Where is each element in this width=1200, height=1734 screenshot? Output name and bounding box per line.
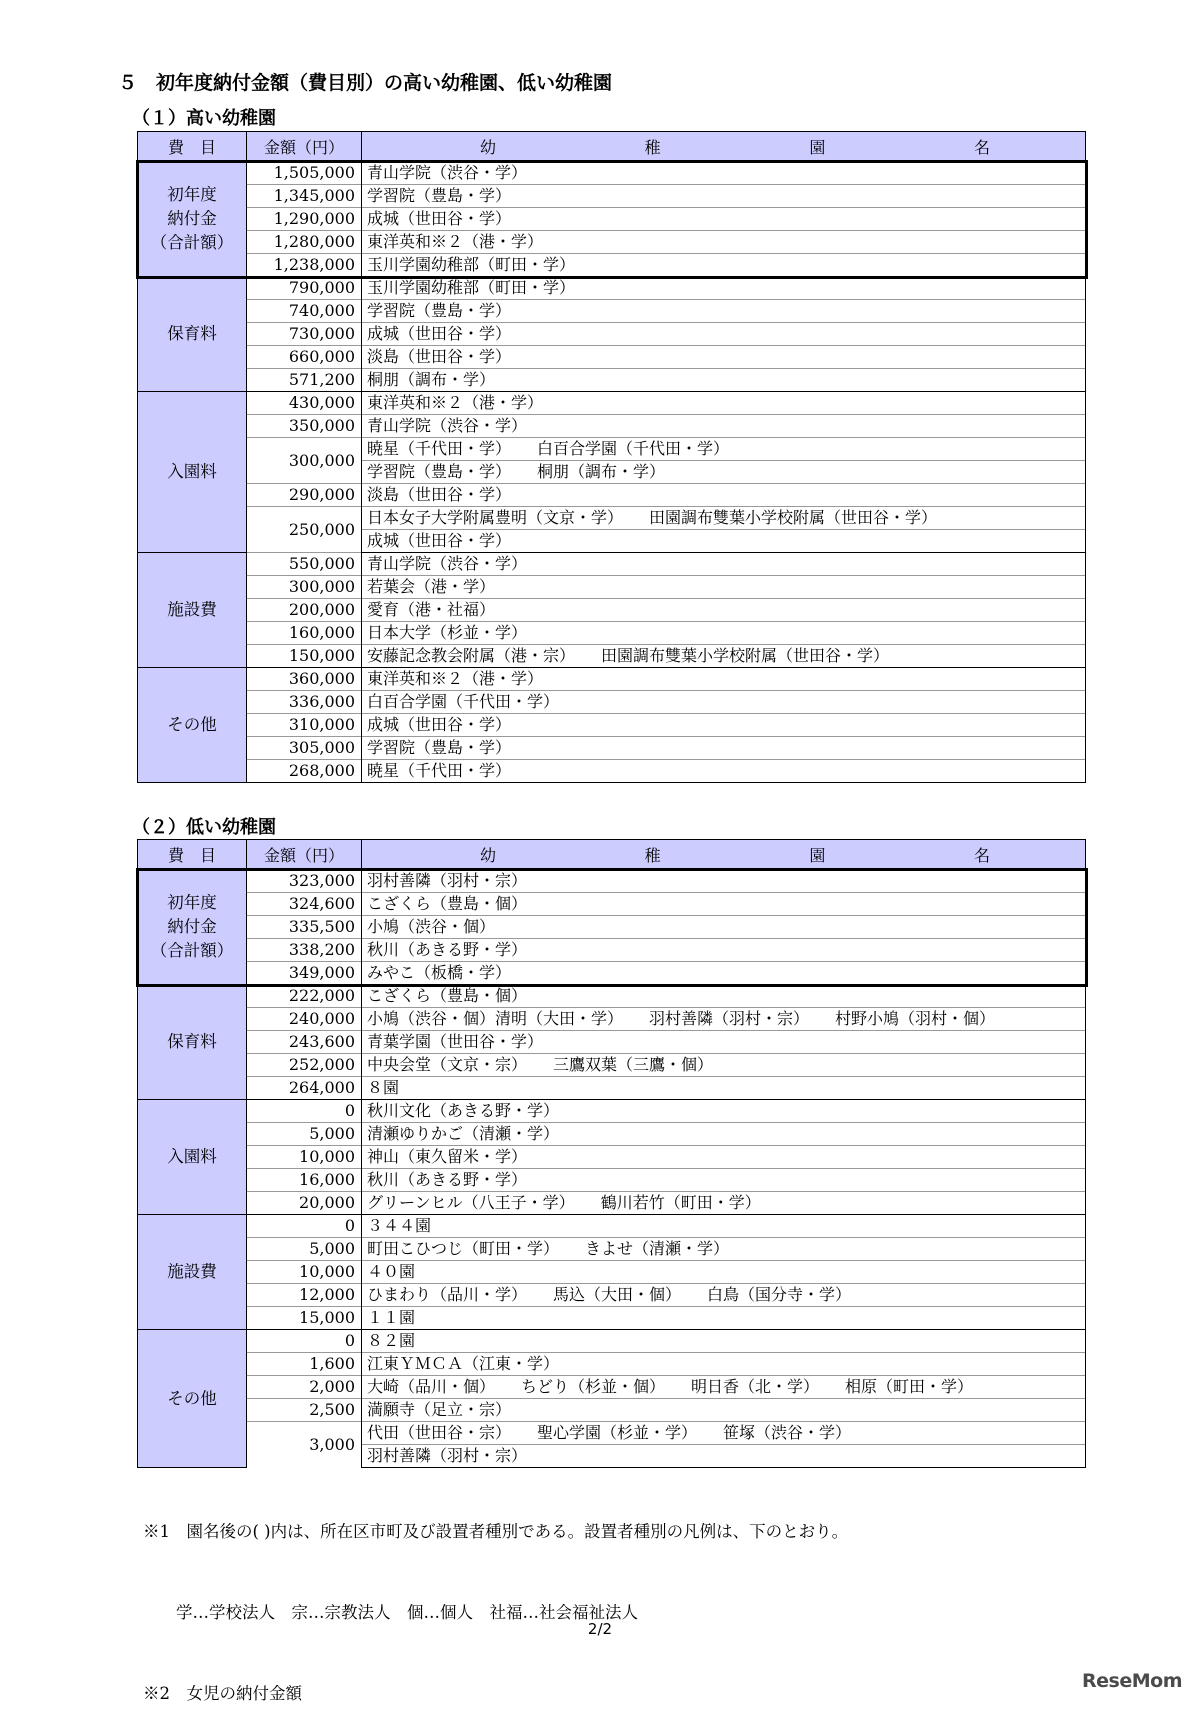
school-name: 秋川（あきる野・学） [367,1170,528,1189]
school-name: １１園 [367,1308,416,1327]
footnotes [143,1464,848,1734]
school-name: 聖心学園（杉並・学） [537,1423,698,1442]
school-cell [362,916,1086,939]
table-row [138,1146,1086,1169]
category-label: 入園料 [167,462,217,481]
table-row [138,392,1086,415]
school-name: みやこ（板橋・学） [367,963,512,982]
category-cell [138,870,247,985]
school-cell [362,714,1086,737]
school-name: 桐朋（調布・学） [537,462,666,481]
amount-cell: 0 [247,1100,362,1123]
school-cell [362,254,1086,277]
school-cell [362,1307,1086,1330]
table-row [138,916,1086,939]
amount-cell: 243,600 [247,1031,362,1054]
amount-cell: 1,505,000 [247,162,362,185]
school-cell [362,1422,1086,1445]
table-row [138,346,1086,369]
school-cell [362,1169,1086,1192]
table-row [138,162,1086,185]
fee-group [138,668,1086,783]
school-name: 羽村善隣（羽村・宗） [367,1446,528,1465]
school-name: 江東ＹＭＣＡ（江東・学） [367,1354,560,1373]
table-row [138,622,1086,645]
school-name: 馬込（大田・個） [553,1285,682,1304]
amount-cell: 1,280,000 [247,231,362,254]
amount-cell: 5,000 [247,1123,362,1146]
school-cell [362,599,1086,622]
school-name: 東洋英和※２（港・学） [367,393,544,412]
table-row [138,185,1086,208]
school-name: 成城（世田谷・学） [367,715,512,734]
school-name: ３４４園 [367,1216,432,1235]
amount-cell: 310,000 [247,714,362,737]
header-char: 幼 [480,846,497,865]
table-row [138,553,1086,576]
table-row [138,507,1086,530]
amount-cell: 2,500 [247,1399,362,1422]
fee-group [138,277,1086,392]
table-row [138,645,1086,668]
category-label: 施設費 [167,600,217,619]
school-cell [362,668,1086,691]
section-title-high: （１）高い幼稚園 [132,108,276,129]
header-char: 名 [973,138,990,157]
amount-cell: 660,000 [247,346,362,369]
amount-cell: 20,000 [247,1192,362,1215]
school-cell [362,1353,1086,1376]
school-cell [362,645,1086,668]
school-cell [362,1008,1086,1031]
school-cell [362,438,1086,461]
school-name: 羽村善隣（羽村・宗） [649,1009,810,1028]
table-row [138,484,1086,507]
amount-cell: 10,000 [247,1261,362,1284]
table-row [138,1123,1086,1146]
low-fee-table [137,839,1086,1468]
amount-cell: 300,000 [247,576,362,599]
amount-cell: 16,000 [247,1169,362,1192]
school-cell [362,162,1086,185]
category-label: 初年度 [167,185,217,204]
school-cell [362,985,1086,1008]
table-row [138,1284,1086,1307]
school-cell [362,530,1086,553]
header-char: 名 [973,846,990,865]
school-cell [362,1192,1086,1215]
school-name: ８園 [367,1078,400,1097]
school-cell [362,1054,1086,1077]
school-name: 若葉会（港・学） [367,577,496,596]
school-name: グリーンヒル（八王子・学） [367,1193,575,1212]
category-cell [138,668,247,783]
category-label: 納付金 [167,209,217,228]
school-name: 青葉学園（世田谷・学） [367,1032,544,1051]
school-name: 青山学院（渋谷・学） [367,554,528,573]
amount-cell: 790,000 [247,277,362,300]
amount-cell: 2,000 [247,1376,362,1399]
school-name: ちどり（杉並・個） [521,1377,666,1396]
school-name: 明日香（北・学） [691,1377,820,1396]
school-name: 小鳩（渋谷・個）清明（大田・学） [367,1009,624,1028]
school-cell [362,1100,1086,1123]
school-name: 東洋英和※２（港・学） [367,669,544,688]
table-row [138,1100,1086,1123]
header-char: 稚 [644,138,661,157]
school-cell [362,461,1086,484]
table-row [138,1031,1086,1054]
school-name: 白百合学園（千代田・学） [537,439,730,458]
amount-cell: 336,000 [247,691,362,714]
category-cell [138,553,247,668]
amount-cell: 1,238,000 [247,254,362,277]
amount-cell: 0 [247,1330,362,1353]
school-cell [362,737,1086,760]
amount-cell: 240,000 [247,1008,362,1031]
school-cell [362,939,1086,962]
table-row [138,1169,1086,1192]
amount-cell: 10,000 [247,1146,362,1169]
table-row [138,691,1086,714]
footnote-1: ※1 園名後の( )内は、所在区市町及び設置者種別である。設置者種別の凡例は、下のとおり。 [143,1522,849,1541]
header-char: 稚 [644,846,661,865]
amount-cell: 252,000 [247,1054,362,1077]
school-name: 愛育（港・社福） [367,600,496,619]
school-cell [362,1238,1086,1261]
school-name: 学習院（豊島・学） [367,738,512,757]
header-char: 園 [809,138,826,157]
school-cell [362,231,1086,254]
school-name: きよせ（清瀬・学） [585,1239,730,1258]
high-fee-table [137,131,1086,783]
category-label: 保育料 [167,1032,217,1051]
fee-group [138,1100,1086,1215]
footnote-1-legend: 学…学校法人 宗…宗教法人 個…個人 社福…社会福祉法人 [143,1603,638,1622]
amount-cell: 324,600 [247,893,362,916]
school-name: 成城（世田谷・学） [367,324,512,343]
school-name: 大崎（品川・個） [367,1377,496,1396]
school-cell [362,622,1086,645]
amount-cell: 338,200 [247,939,362,962]
category-label: その他 [167,1388,217,1408]
amount-cell: 300,000 [247,438,362,484]
table-row [138,893,1086,916]
school-name: 田園調布雙葉小学校附属（世田谷・学） [649,508,938,527]
school-name: 中央会堂（文京・宗） [367,1055,528,1074]
school-cell [362,323,1086,346]
school-name: 鶴川若竹（町田・学） [600,1193,761,1212]
school-cell [362,1146,1086,1169]
table-row [138,1422,1086,1445]
header-school-name [362,840,1086,870]
amount-cell: 1,290,000 [247,208,362,231]
school-cell [362,369,1086,392]
category-label: その他 [167,715,217,734]
school-cell [362,484,1086,507]
table-row [138,277,1086,300]
fee-group [138,392,1086,553]
school-name: 神山（東久留米・学） [367,1147,528,1166]
school-cell [362,392,1086,415]
amount-cell: 264,000 [247,1077,362,1100]
school-cell [362,1376,1086,1399]
school-name: 清瀬ゆりかご（清瀬・学） [367,1124,560,1143]
school-cell [362,1215,1086,1238]
amount-cell: 1,600 [247,1353,362,1376]
school-name: 学習院（豊島・学） [367,301,512,320]
school-cell [362,300,1086,323]
school-name: ４０園 [367,1262,416,1281]
amount-cell: 349,000 [247,962,362,985]
amount-cell: 730,000 [247,323,362,346]
table-row [138,985,1086,1008]
table-row [138,208,1086,231]
school-name: 白百合学園（千代田・学） [367,692,560,711]
table-row [138,369,1086,392]
category-label: 入園料 [167,1147,217,1166]
amount-cell: 571,200 [247,369,362,392]
school-cell [362,691,1086,714]
school-name: 代田（世田谷・宗） [367,1423,512,1442]
category-cell [138,985,247,1100]
table-row [138,1353,1086,1376]
school-name: 桐朋（調布・学） [367,370,496,389]
category-cell [138,1100,247,1215]
header-char: 幼 [480,138,497,157]
amount-cell: 360,000 [247,668,362,691]
table-row [138,1215,1086,1238]
category-cell [138,162,247,277]
school-name: 成城（世田谷・学） [367,531,512,550]
school-name: 淡島（世田谷・学） [367,347,512,366]
header-school-name [362,132,1086,162]
amount-cell: 0 [247,1215,362,1238]
school-name: 田園調布雙葉小学校附属（世田谷・学） [601,646,890,665]
amount-cell: 5,000 [247,1238,362,1261]
category-cell [138,1330,247,1468]
school-name: 村野小鳩（羽村・個） [835,1009,996,1028]
school-cell [362,1284,1086,1307]
school-cell [362,208,1086,231]
amount-cell: 250,000 [247,507,362,553]
fee-group [138,553,1086,668]
amount-cell: 15,000 [247,1307,362,1330]
category-cell [138,392,247,553]
school-cell [362,1399,1086,1422]
amount-cell: 3,000 [247,1422,362,1468]
school-name: 三鷹双葉（三鷹・個） [553,1055,714,1074]
amount-cell: 12,000 [247,1284,362,1307]
school-name: こざくら（豊島・個） [367,986,528,1005]
header-amount: 金額（円） [247,840,362,870]
school-cell [362,870,1086,893]
category-label: 初年度 [167,893,217,912]
school-cell [362,1123,1086,1146]
category-cell [138,277,247,392]
amount-cell: 200,000 [247,599,362,622]
amount-cell: 290,000 [247,484,362,507]
school-cell [362,1031,1086,1054]
amount-cell: 160,000 [247,622,362,645]
school-cell [362,185,1086,208]
amount-cell: 305,000 [247,737,362,760]
page-number: 2/2 [587,1620,613,1638]
header-amount: 金額（円） [247,132,362,162]
table-row [138,1077,1086,1100]
school-name: 秋川文化（あきる野・学） [367,1101,560,1120]
school-name: 羽村善隣（羽村・宗） [367,871,528,890]
table-row [138,1261,1086,1284]
fee-group [138,162,1086,277]
school-cell [362,415,1086,438]
page-title: ５ 初年度納付金額（費目別）の高い幼稚園、低い幼稚園 [118,72,613,94]
table-row [138,962,1086,985]
school-cell [362,962,1086,985]
table-row [138,939,1086,962]
table-row [138,1399,1086,1422]
table-row [138,415,1086,438]
school-name: 東洋英和※２（港・学） [367,232,544,251]
school-name: こざくら（豊島・個） [367,894,528,913]
table-row [138,300,1086,323]
table-row [138,1376,1086,1399]
school-cell [362,1077,1086,1100]
school-name: 小鳩（渋谷・個） [367,917,496,936]
table-row [138,254,1086,277]
school-name: 玉川学園幼稚部（町田・学） [367,255,576,274]
school-name: ８２園 [367,1331,416,1350]
header-category: 費 目 [138,132,247,162]
school-cell [362,507,1086,530]
table-row [138,599,1086,622]
category-label: （合計額） [150,233,234,252]
school-cell [362,346,1086,369]
school-name: 成城（世田谷・学） [367,209,512,228]
school-cell [362,576,1086,599]
school-name: 笹塚（渋谷・学） [723,1423,852,1442]
table-row [138,1192,1086,1215]
amount-cell: 150,000 [247,645,362,668]
table-row [138,668,1086,691]
school-name: 暁星（千代田・学） [367,439,512,458]
school-name: 淡島（世田谷・学） [367,485,512,504]
school-name: 学習院（豊島・学） [367,186,512,205]
amount-cell: 268,000 [247,760,362,783]
fee-group [138,1330,1086,1468]
category-label: 保育料 [167,324,217,343]
amount-cell: 740,000 [247,300,362,323]
table-row [138,1054,1086,1077]
table-row [138,323,1086,346]
school-name: 相原（町田・学） [845,1377,974,1396]
category-label: 納付金 [167,917,217,936]
school-cell [362,1261,1086,1284]
header-char: 園 [809,846,826,865]
table-row [138,1238,1086,1261]
school-cell [362,1330,1086,1353]
table-row [138,760,1086,783]
header-row [138,840,1086,870]
amount-cell: 222,000 [247,985,362,1008]
table-row [138,870,1086,893]
table-row [138,576,1086,599]
amount-cell: 335,500 [247,916,362,939]
header-row [138,132,1086,162]
school-cell [362,277,1086,300]
school-name: 青山学院（渋谷・学） [367,163,528,182]
table-row [138,737,1086,760]
school-name: ひまわり（品川・学） [367,1285,528,1304]
school-cell [362,553,1086,576]
school-name: 安藤記念教会附属（港・宗） [367,646,576,665]
school-name: 満願寺（足立・宗） [367,1400,512,1419]
footnote-2: ※2 女児の納付金額 [143,1684,302,1703]
school-name: 玉川学園幼稚部（町田・学） [367,278,576,297]
table-row [138,714,1086,737]
amount-cell: 323,000 [247,870,362,893]
fee-group [138,870,1086,985]
category-label: 施設費 [167,1262,217,1281]
table-row [138,1008,1086,1031]
amount-cell: 1,345,000 [247,185,362,208]
resemom-logo: ReseMom [1082,1670,1182,1692]
table-row [138,1330,1086,1353]
section-title-low: （２）低い幼稚園 [132,817,276,838]
fee-group [138,1215,1086,1330]
school-name: 白鳥（国分寺・学） [707,1285,852,1304]
amount-cell: 430,000 [247,392,362,415]
school-name: 暁星（千代田・学） [367,761,512,780]
school-name: 秋川（あきる野・学） [367,940,528,959]
school-name: 青山学院（渋谷・学） [367,416,528,435]
school-name: 日本女子大学附属豊明（文京・学） [367,508,624,527]
amount-cell: 550,000 [247,553,362,576]
fee-group [138,985,1086,1100]
table-row [138,231,1086,254]
school-name: 日本大学（杉並・学） [367,623,528,642]
category-label: （合計額） [150,941,234,960]
table-row [138,1307,1086,1330]
school-name: 町田こひつじ（町田・学） [367,1239,560,1258]
school-cell [362,760,1086,783]
header-category: 費 目 [138,840,247,870]
amount-cell: 350,000 [247,415,362,438]
category-cell [138,1215,247,1330]
school-name: 学習院（豊島・学） [367,462,512,481]
table-row [138,438,1086,461]
school-cell [362,893,1086,916]
